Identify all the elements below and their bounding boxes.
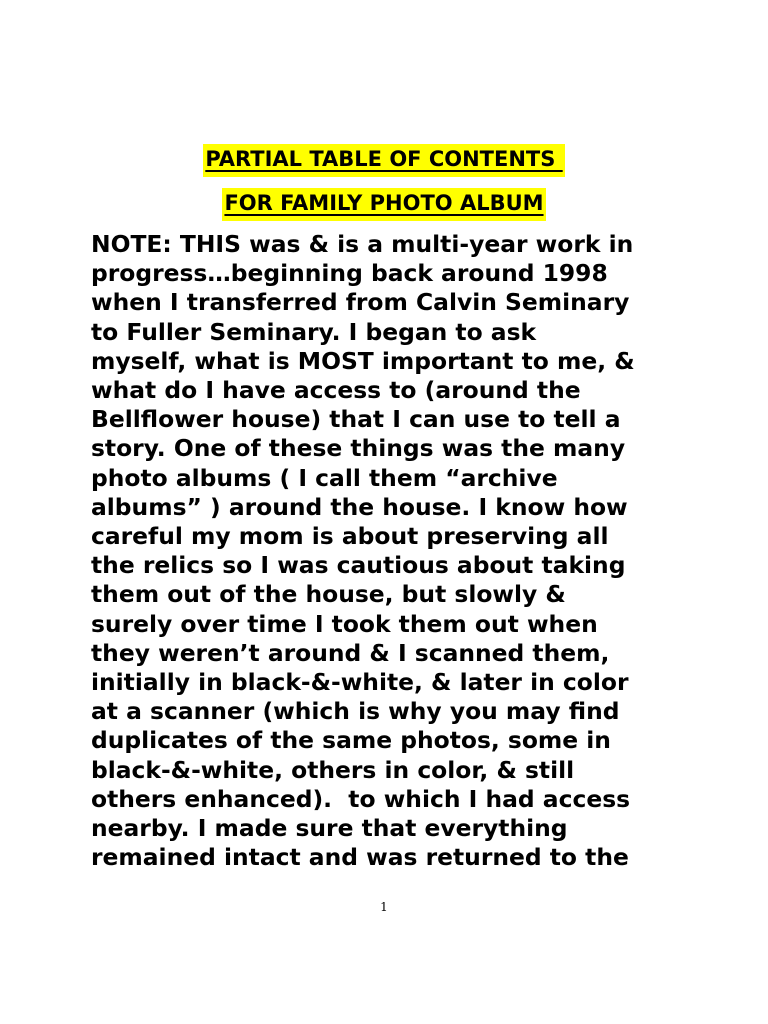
- body-line: careful my mom is about preserving all: [91, 522, 609, 551]
- body-line: story. One of these things was the many: [91, 434, 626, 463]
- body-line: they weren’t around & I scanned them,: [91, 638, 610, 667]
- title-line-1: PARTIAL TABLE OF CONTENTS: [203, 144, 564, 177]
- body-paragraph: [91, 230, 691, 872]
- page-number: 1: [380, 900, 388, 914]
- body-line: remained intact and was returned to the: [91, 843, 629, 872]
- body-line: what do I have access to (around the: [91, 376, 581, 405]
- title-line-2: FOR FAMILY PHOTO ALBUM: [222, 188, 545, 221]
- body-line: to Fuller Seminary. I began to ask: [91, 317, 537, 346]
- body-line: initially in black-&-white, & later in color: [91, 668, 629, 697]
- body-line: them out of the house, but slowly &: [91, 580, 566, 609]
- body-line: the relics so I was cautious about taking: [91, 551, 626, 580]
- body-line: progress…beginning back around 1998: [91, 259, 608, 288]
- body-line: myself, what is MOST important to me, &: [91, 346, 635, 375]
- body-line: photo albums ( I call them “archive: [91, 463, 558, 492]
- body-line: surely over time I took them out when: [91, 609, 598, 638]
- body-line: Bellflower house) that I can use to tell a: [91, 405, 621, 434]
- body-line: NOTE: THIS was & is a multi-year work in: [91, 230, 634, 258]
- body-line: others enhanced). to which I had access: [91, 784, 631, 813]
- body-line: nearby. I made sure that everything: [91, 814, 568, 843]
- body-line: duplicates of the same photos, some in: [91, 726, 611, 755]
- body-line: black-&-white, others in color, & still: [91, 755, 575, 784]
- body-line: when I transferred from Calvin Seminary: [91, 288, 630, 317]
- body-line: albums” ) around the house. I know how: [91, 492, 628, 521]
- document-title: [0, 144, 768, 221]
- body-line: at a scanner (which is why you may find: [91, 697, 620, 726]
